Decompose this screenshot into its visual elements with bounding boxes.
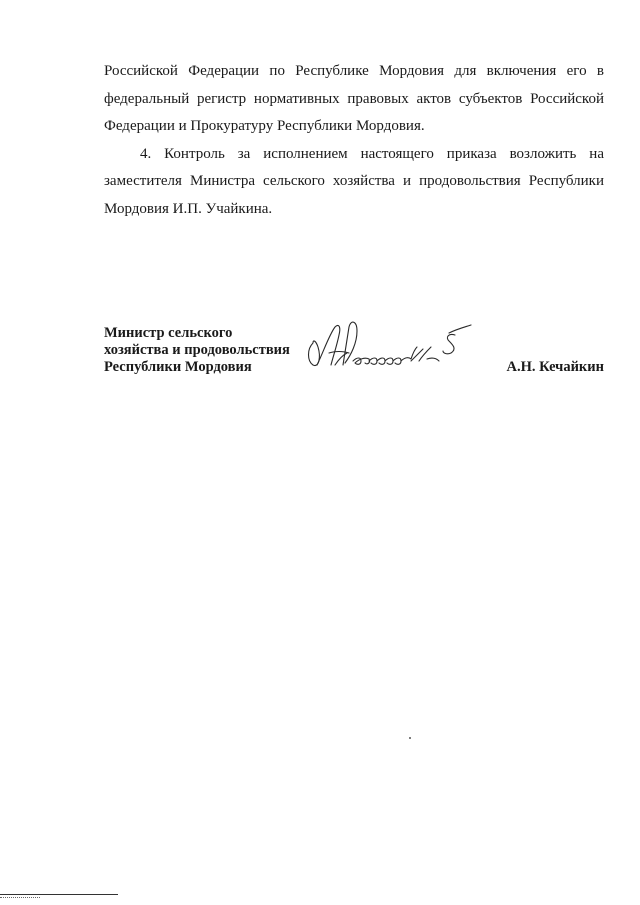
signatory-position-line: хозяйства и продовольствия xyxy=(104,342,290,358)
signature-block xyxy=(104,325,604,385)
footer-rule xyxy=(0,894,118,895)
signatory-position-line: Республики Мордовия xyxy=(104,359,252,375)
signatory-name: А.Н. Кечайкин xyxy=(506,359,604,375)
scan-speck xyxy=(409,737,411,739)
paragraph-continuation: Российской Федерации по Республике Мордовия для включения его в федеральный регистр нормативных правовых актов субъектов Российской Федерации и Прокуратуру Республики Мордовия. xyxy=(104,63,604,134)
footer-rule-secondary xyxy=(0,897,40,898)
signatory-position-line: Министр сельского xyxy=(104,325,233,341)
paragraph-item-4: 4. Контроль за исполнением настоящего приказа возложить на заместителя Министра сельского хозяйства и продовольствия Республики Мордовия И.П. Учайкина. xyxy=(104,145,604,217)
signatory-position xyxy=(104,325,290,376)
document-body xyxy=(104,58,604,223)
handwritten-signature-icon xyxy=(299,313,479,375)
